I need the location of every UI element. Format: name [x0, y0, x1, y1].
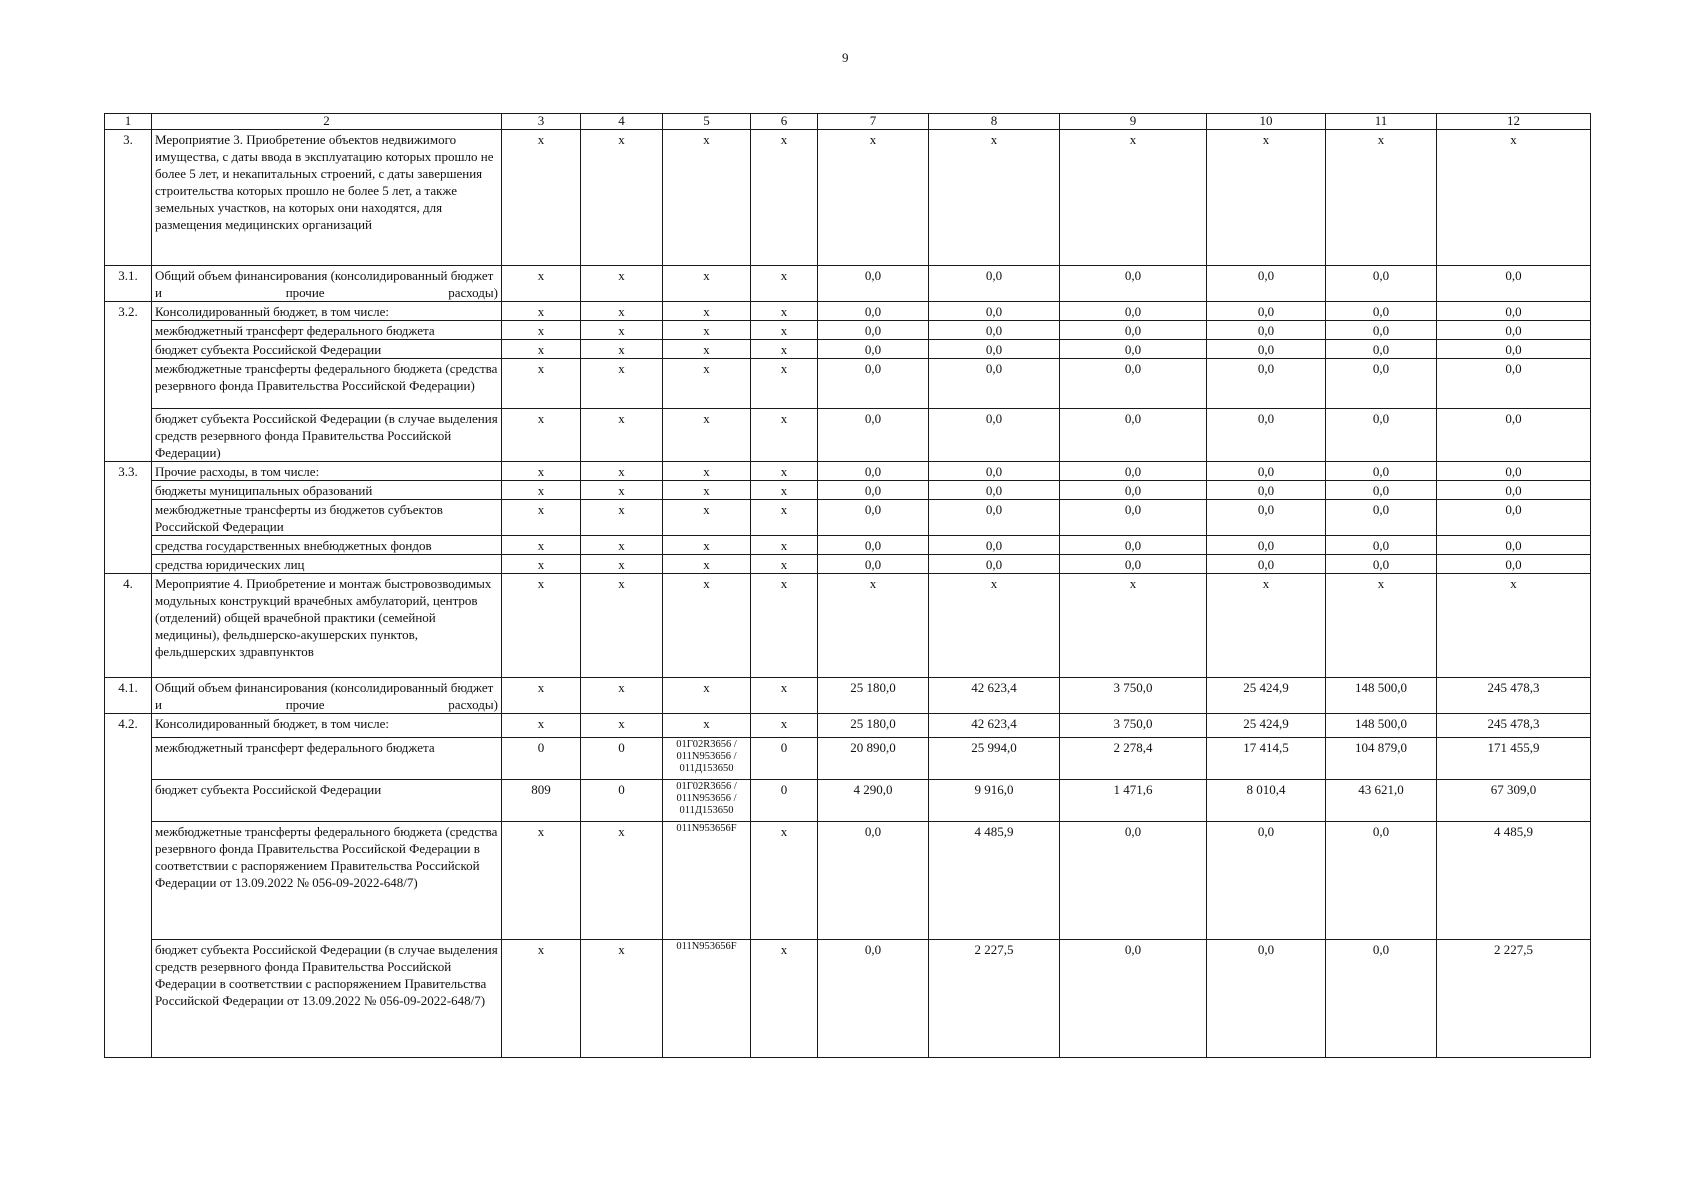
row-number: 3.3. [105, 462, 152, 574]
cell-col-5: x [663, 678, 751, 714]
cell-col-4: x [581, 714, 663, 738]
row-label: средства юридических лиц [152, 555, 502, 574]
cell-col-8: 0,0 [929, 359, 1060, 409]
column-header: 9 [1060, 114, 1207, 130]
cell-col-10: 0,0 [1207, 500, 1326, 536]
cell-col-10: 25 424,9 [1207, 678, 1326, 714]
cell-col-11: 0,0 [1326, 462, 1437, 481]
column-header: 11 [1326, 114, 1437, 130]
cell-col-11: 104 879,0 [1326, 738, 1437, 780]
cell-col-5: x [663, 359, 751, 409]
cell-col-6: x [751, 302, 818, 321]
table-row [105, 359, 1591, 409]
cell-col-10: 0,0 [1207, 481, 1326, 500]
cell-col-4: 0 [581, 738, 663, 780]
table-row [105, 500, 1591, 536]
row-label: межбюджетные трансферты федерального бюджета (средства резервного фонда Правительства Российской Федерации в соответствии с распоряжением Правительства Российской Федерации от 13.09.2022 № 056-09-2022-648/7) [152, 822, 502, 940]
cell-col-7: 0,0 [818, 536, 929, 555]
cell-col-11: 0,0 [1326, 555, 1437, 574]
cell-col-5: x [663, 321, 751, 340]
cell-col-3: x [502, 555, 581, 574]
cell-col-5: x [663, 481, 751, 500]
cell-col-4: x [581, 500, 663, 536]
cell-col-11: 43 621,0 [1326, 780, 1437, 822]
cell-col-9: 0,0 [1060, 340, 1207, 359]
table-row [105, 940, 1591, 1058]
cell-col-9: 3 750,0 [1060, 678, 1207, 714]
table-row [105, 574, 1591, 678]
cell-col-5: x [663, 555, 751, 574]
table-row [105, 780, 1591, 822]
row-label: Общий объем финансирования (консолидированный бюджет и прочие расходы) [152, 266, 502, 302]
cell-col-4: x [581, 678, 663, 714]
cell-col-7: 0,0 [818, 359, 929, 409]
cell-col-7: 20 890,0 [818, 738, 929, 780]
table-row [105, 714, 1591, 738]
cell-col-8: 0,0 [929, 409, 1060, 462]
cell-col-4: x [581, 940, 663, 1058]
cell-col-6: 0 [751, 780, 818, 822]
row-number: 3. [105, 130, 152, 266]
cell-col-9: 0,0 [1060, 409, 1207, 462]
cell-col-6: x [751, 555, 818, 574]
cell-col-9: 0,0 [1060, 359, 1207, 409]
page-number: 9 [842, 50, 849, 65]
column-number-row [105, 114, 1591, 130]
cell-col-4: x [581, 481, 663, 500]
cell-col-11: 0,0 [1326, 321, 1437, 340]
cell-col-3: x [502, 302, 581, 321]
cell-col-3: x [502, 574, 581, 678]
cell-col-12: x [1437, 574, 1591, 678]
cell-col-7: x [818, 574, 929, 678]
cell-col-12: 0,0 [1437, 462, 1591, 481]
row-label: Консолидированный бюджет, в том числе: [152, 302, 502, 321]
cell-col-8: 4 485,9 [929, 822, 1060, 940]
cell-col-12: 0,0 [1437, 536, 1591, 555]
column-header: 6 [751, 114, 818, 130]
row-label: бюджет субъекта Российской Федерации [152, 340, 502, 359]
cell-col-7: 4 290,0 [818, 780, 929, 822]
cell-col-10: 0,0 [1207, 462, 1326, 481]
cell-col-4: x [581, 340, 663, 359]
cell-col-7: 0,0 [818, 409, 929, 462]
cell-col-11: 0,0 [1326, 409, 1437, 462]
cell-col-8: x [929, 574, 1060, 678]
cell-col-5: x [663, 574, 751, 678]
row-label: Прочие расходы, в том числе: [152, 462, 502, 481]
cell-col-10: 8 010,4 [1207, 780, 1326, 822]
cell-col-10: 17 414,5 [1207, 738, 1326, 780]
cell-col-6: x [751, 359, 818, 409]
cell-col-3: x [502, 130, 581, 266]
cell-col-10: 0,0 [1207, 302, 1326, 321]
cell-col-8: 0,0 [929, 555, 1060, 574]
cell-col-6: x [751, 714, 818, 738]
table-row [105, 321, 1591, 340]
table-row [105, 462, 1591, 481]
row-label: бюджет субъекта Российской Федерации [152, 780, 502, 822]
cell-col-10: 0,0 [1207, 822, 1326, 940]
cell-col-8: 0,0 [929, 266, 1060, 302]
cell-col-5: 011N953656F [663, 940, 751, 1058]
cell-col-3: x [502, 462, 581, 481]
cell-col-3: x [502, 321, 581, 340]
cell-col-9: 0,0 [1060, 302, 1207, 321]
cell-col-8: 2 227,5 [929, 940, 1060, 1058]
row-number: 3.1. [105, 266, 152, 302]
column-header: 10 [1207, 114, 1326, 130]
table-row [105, 409, 1591, 462]
cell-col-4: x [581, 302, 663, 321]
cell-col-5: x [663, 536, 751, 555]
cell-col-9: 3 750,0 [1060, 714, 1207, 738]
row-number: 4. [105, 574, 152, 678]
cell-col-9: 0,0 [1060, 481, 1207, 500]
row-label: межбюджетные трансферты из бюджетов субъектов Российской Федерации [152, 500, 502, 536]
cell-col-4: 0 [581, 780, 663, 822]
cell-col-7: 0,0 [818, 555, 929, 574]
cell-col-3: x [502, 678, 581, 714]
row-label: межбюджетный трансферт федерального бюджета [152, 738, 502, 780]
cell-col-9: 0,0 [1060, 500, 1207, 536]
cell-col-4: x [581, 409, 663, 462]
cell-col-11: x [1326, 130, 1437, 266]
row-number: 4.1. [105, 678, 152, 714]
cell-col-10: x [1207, 574, 1326, 678]
cell-col-8: 0,0 [929, 500, 1060, 536]
table-row [105, 130, 1591, 266]
table-row [105, 266, 1591, 302]
cell-col-12: 0,0 [1437, 409, 1591, 462]
cell-col-9: 0,0 [1060, 536, 1207, 555]
cell-col-12: 0,0 [1437, 321, 1591, 340]
cell-col-3: x [502, 266, 581, 302]
cell-col-7: 0,0 [818, 302, 929, 321]
table-row [105, 536, 1591, 555]
cell-col-12: 2 227,5 [1437, 940, 1591, 1058]
cell-col-11: 0,0 [1326, 266, 1437, 302]
cell-col-12: 0,0 [1437, 481, 1591, 500]
column-header: 3 [502, 114, 581, 130]
column-header: 8 [929, 114, 1060, 130]
cell-col-9: 2 278,4 [1060, 738, 1207, 780]
cell-col-3: x [502, 340, 581, 359]
table-row [105, 340, 1591, 359]
cell-col-5: x [663, 130, 751, 266]
cell-col-4: x [581, 536, 663, 555]
cell-col-5: 011N953656F [663, 822, 751, 940]
row-label: Общий объем финансирования (консолидированный бюджет и прочие расходы) [152, 678, 502, 714]
row-label: бюджеты муниципальных образований [152, 481, 502, 500]
cell-col-7: 0,0 [818, 940, 929, 1058]
cell-col-11: 0,0 [1326, 500, 1437, 536]
cell-col-7: 0,0 [818, 822, 929, 940]
cell-col-10: 0,0 [1207, 321, 1326, 340]
cell-col-8: 0,0 [929, 462, 1060, 481]
cell-col-12: x [1437, 130, 1591, 266]
row-label: Мероприятие 3. Приобретение объектов недвижимого имущества, с даты ввода в эксплуатацию которых прошло не более 5 лет, и некапитальных строений, с даты завершения строительства которых прошло не более 5 лет, а также земельных участков, на которых они находятся, для размещения медицинских организаций [152, 130, 502, 266]
cell-col-9: x [1060, 574, 1207, 678]
cell-col-12: 171 455,9 [1437, 738, 1591, 780]
cell-col-12: 245 478,3 [1437, 678, 1591, 714]
cell-col-11: 0,0 [1326, 940, 1437, 1058]
cell-col-8: 0,0 [929, 481, 1060, 500]
cell-col-9: 1 471,6 [1060, 780, 1207, 822]
table-row [105, 302, 1591, 321]
cell-col-3: x [502, 940, 581, 1058]
cell-col-12: 0,0 [1437, 340, 1591, 359]
row-label: Консолидированный бюджет, в том числе: [152, 714, 502, 738]
cell-col-6: x [751, 340, 818, 359]
cell-col-12: 0,0 [1437, 359, 1591, 409]
cell-col-10: x [1207, 130, 1326, 266]
cell-col-5: 01Г02R3656 / 011N953656 / 011Д153650 [663, 738, 751, 780]
cell-col-7: x [818, 130, 929, 266]
cell-col-9: 0,0 [1060, 822, 1207, 940]
cell-col-7: 25 180,0 [818, 678, 929, 714]
row-label: межбюджетные трансферты федерального бюджета (средства резервного фонда Правительства Российской Федерации) [152, 359, 502, 409]
table-row [105, 738, 1591, 780]
row-number: 3.2. [105, 302, 152, 462]
column-header: 2 [152, 114, 502, 130]
cell-col-10: 0,0 [1207, 409, 1326, 462]
cell-col-11: 0,0 [1326, 822, 1437, 940]
row-label: Мероприятие 4. Приобретение и монтаж быстровозводимых модульных конструкций врачебных амбулаторий, центров (отделений) общей врачебной практики (семейной медицины), фельдшерско-акушерских пунктов, фельдшерских здравпунктов [152, 574, 502, 678]
cell-col-6: x [751, 266, 818, 302]
cell-col-11: 0,0 [1326, 340, 1437, 359]
cell-col-9: 0,0 [1060, 266, 1207, 302]
cell-col-9: 0,0 [1060, 940, 1207, 1058]
cell-col-6: x [751, 500, 818, 536]
cell-col-4: x [581, 321, 663, 340]
column-header: 5 [663, 114, 751, 130]
cell-col-5: x [663, 500, 751, 536]
cell-col-4: x [581, 462, 663, 481]
cell-col-12: 245 478,3 [1437, 714, 1591, 738]
cell-col-7: 0,0 [818, 266, 929, 302]
cell-col-3: x [502, 409, 581, 462]
cell-col-11: 148 500,0 [1326, 678, 1437, 714]
cell-col-8: 25 994,0 [929, 738, 1060, 780]
cell-col-8: 42 623,4 [929, 678, 1060, 714]
cell-col-4: x [581, 359, 663, 409]
cell-col-3: x [502, 359, 581, 409]
cell-col-9: x [1060, 130, 1207, 266]
cell-col-6: x [751, 822, 818, 940]
cell-col-10: 0,0 [1207, 940, 1326, 1058]
row-label: бюджет субъекта Российской Федерации (в случае выделения средств резервного фонда Правительства Российской Федерации) [152, 409, 502, 462]
table-row [105, 555, 1591, 574]
cell-col-11: 0,0 [1326, 359, 1437, 409]
cell-col-8: 42 623,4 [929, 714, 1060, 738]
table-row [105, 822, 1591, 940]
cell-col-10: 0,0 [1207, 359, 1326, 409]
column-header: 7 [818, 114, 929, 130]
cell-col-4: x [581, 130, 663, 266]
cell-col-3: x [502, 536, 581, 555]
cell-col-11: 0,0 [1326, 481, 1437, 500]
cell-col-12: 4 485,9 [1437, 822, 1591, 940]
cell-col-3: 809 [502, 780, 581, 822]
cell-col-5: x [663, 714, 751, 738]
cell-col-9: 0,0 [1060, 462, 1207, 481]
cell-col-6: x [751, 536, 818, 555]
cell-col-4: x [581, 822, 663, 940]
cell-col-11: 0,0 [1326, 302, 1437, 321]
row-label: межбюджетный трансферт федерального бюджета [152, 321, 502, 340]
cell-col-12: 0,0 [1437, 500, 1591, 536]
cell-col-3: 0 [502, 738, 581, 780]
cell-col-8: 0,0 [929, 536, 1060, 555]
cell-col-5: x [663, 266, 751, 302]
cell-col-5: x [663, 340, 751, 359]
row-label: средства государственных внебюджетных фондов [152, 536, 502, 555]
cell-col-5: 01Г02R3656 / 011N953656 / 011Д153650 [663, 780, 751, 822]
cell-col-6: x [751, 940, 818, 1058]
cell-col-12: 0,0 [1437, 302, 1591, 321]
cell-col-6: x [751, 574, 818, 678]
cell-col-7: 0,0 [818, 340, 929, 359]
cell-col-8: x [929, 130, 1060, 266]
cell-col-9: 0,0 [1060, 321, 1207, 340]
cell-col-4: x [581, 555, 663, 574]
cell-col-8: 0,0 [929, 302, 1060, 321]
row-label: бюджет субъекта Российской Федерации (в случае выделения средств резервного фонда Правительства Российской Федерации в соответствии с распоряжением Правительства Российской Федерации от 13.09.2022 № 056-09-2022-648/7) [152, 940, 502, 1058]
cell-col-12: 0,0 [1437, 266, 1591, 302]
cell-col-7: 0,0 [818, 321, 929, 340]
cell-col-11: 148 500,0 [1326, 714, 1437, 738]
column-header: 1 [105, 114, 152, 130]
cell-col-11: 0,0 [1326, 536, 1437, 555]
cell-col-5: x [663, 409, 751, 462]
cell-col-10: 0,0 [1207, 266, 1326, 302]
cell-col-4: x [581, 266, 663, 302]
cell-col-9: 0,0 [1060, 555, 1207, 574]
cell-col-7: 0,0 [818, 481, 929, 500]
cell-col-6: x [751, 130, 818, 266]
column-header: 12 [1437, 114, 1591, 130]
table-row [105, 481, 1591, 500]
column-header: 4 [581, 114, 663, 130]
cell-col-4: x [581, 574, 663, 678]
cell-col-7: 0,0 [818, 462, 929, 481]
cell-col-10: 0,0 [1207, 555, 1326, 574]
cell-col-6: x [751, 462, 818, 481]
cell-col-12: 0,0 [1437, 555, 1591, 574]
cell-col-3: x [502, 500, 581, 536]
table-row [105, 678, 1591, 714]
cell-col-5: x [663, 302, 751, 321]
cell-col-6: x [751, 321, 818, 340]
cell-col-8: 0,0 [929, 340, 1060, 359]
cell-col-6: x [751, 678, 818, 714]
cell-col-8: 0,0 [929, 321, 1060, 340]
cell-col-3: x [502, 822, 581, 940]
cell-col-7: 0,0 [818, 500, 929, 536]
cell-col-12: 67 309,0 [1437, 780, 1591, 822]
cell-col-5: x [663, 462, 751, 481]
cell-col-8: 9 916,0 [929, 780, 1060, 822]
cell-col-7: 25 180,0 [818, 714, 929, 738]
cell-col-10: 0,0 [1207, 536, 1326, 555]
financing-table [104, 113, 1591, 1058]
cell-col-6: x [751, 409, 818, 462]
cell-col-6: x [751, 481, 818, 500]
cell-col-10: 25 424,9 [1207, 714, 1326, 738]
cell-col-11: x [1326, 574, 1437, 678]
cell-col-3: x [502, 714, 581, 738]
cell-col-3: x [502, 481, 581, 500]
row-number: 4.2. [105, 714, 152, 1058]
cell-col-10: 0,0 [1207, 340, 1326, 359]
cell-col-6: 0 [751, 738, 818, 780]
